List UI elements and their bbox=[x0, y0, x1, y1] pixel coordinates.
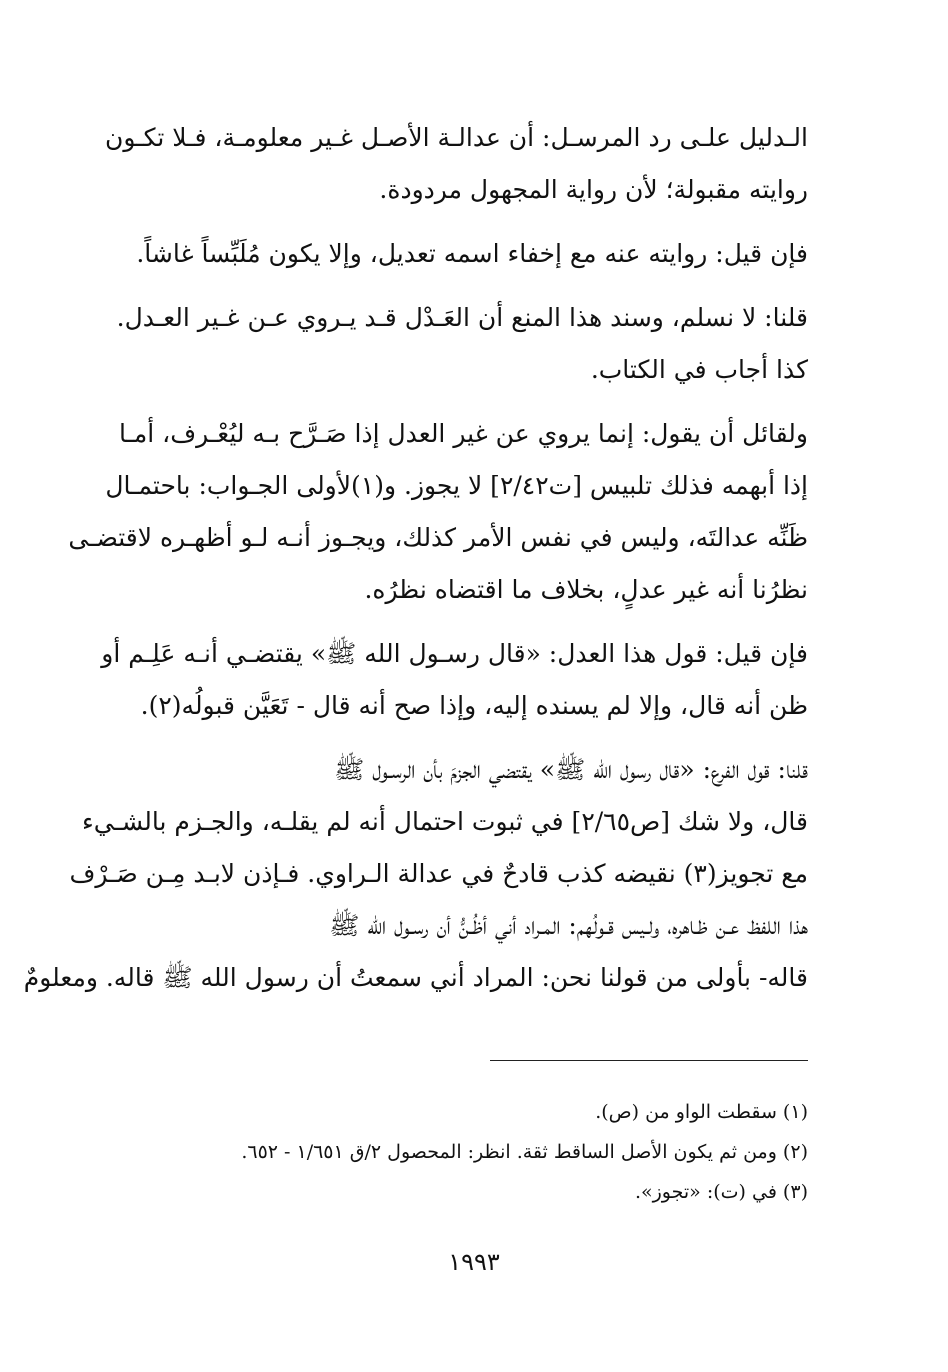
main-text-block bbox=[23, 112, 808, 1004]
paragraph-gap bbox=[118, 396, 808, 408]
text-line: قال، ولا شك [ص٢/٦٥] في ثبوت احتمال أنه لم يقلـه، والجـزم بالشـيء bbox=[82, 807, 808, 836]
footnote: (٣) في (ت): «تجوز». bbox=[634, 1181, 808, 1203]
text-line: ظَنِّه عدالتَه، وليس في نفس الأمر كذلك، ويجـوز أنـه لـو أظهـره لاقتضـى bbox=[68, 523, 808, 552]
text-line: هذا اللفظ عـن ظـاهره، ولـيس قـولُهم: المـراد أني أظُـنُّ أن رسـول الله ﷺ bbox=[329, 911, 808, 940]
text-line: قلنا: قول الفرع: «قال رسول الله ﷺ» يقتضي الجزمَ بأن الرسـول ﷺ bbox=[334, 755, 808, 784]
footnote: (١) سقطت الواو من (ص). bbox=[595, 1101, 808, 1123]
text-line: ظن أنه قال، وإلا لم يسنده إليه، وإذا صح أنه قال - تَعَيَّن قبولُه(٢). bbox=[140, 691, 808, 720]
text-line: روايته مقبولة؛ لأن رواية المجهول مردودة. bbox=[379, 175, 808, 204]
text-line: قلنا: لا نسلم، وسند هذا المنع أن العَـدْل قـد يـروي عـن غـير العـدل. bbox=[116, 303, 808, 332]
footnotes-block bbox=[118, 1092, 808, 1212]
paragraph-gap bbox=[118, 280, 808, 292]
footnote: (٢) ومن ثم يكون الأصل الساقط ثقة. انظر: المحصول ٢/ق ١/٦٥١ - ٦٥٢. bbox=[241, 1141, 808, 1163]
paragraph-gap bbox=[118, 216, 808, 228]
page-number: ١٩٩٣ bbox=[448, 1248, 500, 1276]
text-line: إذا أبهمه فذلك تلبيس [ت٢/٤٢] لا يجوز. و(١)لأولى الجـواب: باحتمـال bbox=[105, 471, 808, 500]
text-line: قاله- بأولى من قولنا نحن: المراد أني سمعتُ أن رسول الله ﷺ قاله. ومعلومٌ bbox=[23, 963, 808, 992]
text-line: كذا أجاب في الكتاب. bbox=[590, 355, 808, 384]
text-line: فإن قيل: قول هذا العدل: «قال رسـول الله ﷺ» يقتضـي أنـه عَلِـم أو bbox=[101, 639, 808, 668]
paragraph-gap bbox=[118, 616, 808, 628]
text-line: الـدليل علـى رد المرسـل: أن عدالـة الأصـل غـير معلومـة، فـلا تكـون bbox=[104, 123, 808, 152]
paragraph-gap bbox=[118, 732, 808, 744]
text-line: فإن قيل: روايته عنه مع إخفاء اسمه تعديل، وإلا يكون مُلَبِّساً غاشاً. bbox=[136, 239, 808, 268]
text-line: نظرُنا أنه غير عدلٍ، بخلاف ما اقتضاه نظرُه. bbox=[364, 575, 808, 604]
text-line: ولقائل أن يقول: إنما يروي عن غير العدل إذا صَـرَّح بـه ليُعْـرف، أمـا bbox=[118, 419, 808, 448]
text-line: مع تجويز(٣) نقيضه كذب قادحٌ في عدالة الـراوي. فـإذن لابـد مِـن صَـرْف bbox=[69, 859, 808, 888]
footnote-divider bbox=[490, 1060, 808, 1061]
